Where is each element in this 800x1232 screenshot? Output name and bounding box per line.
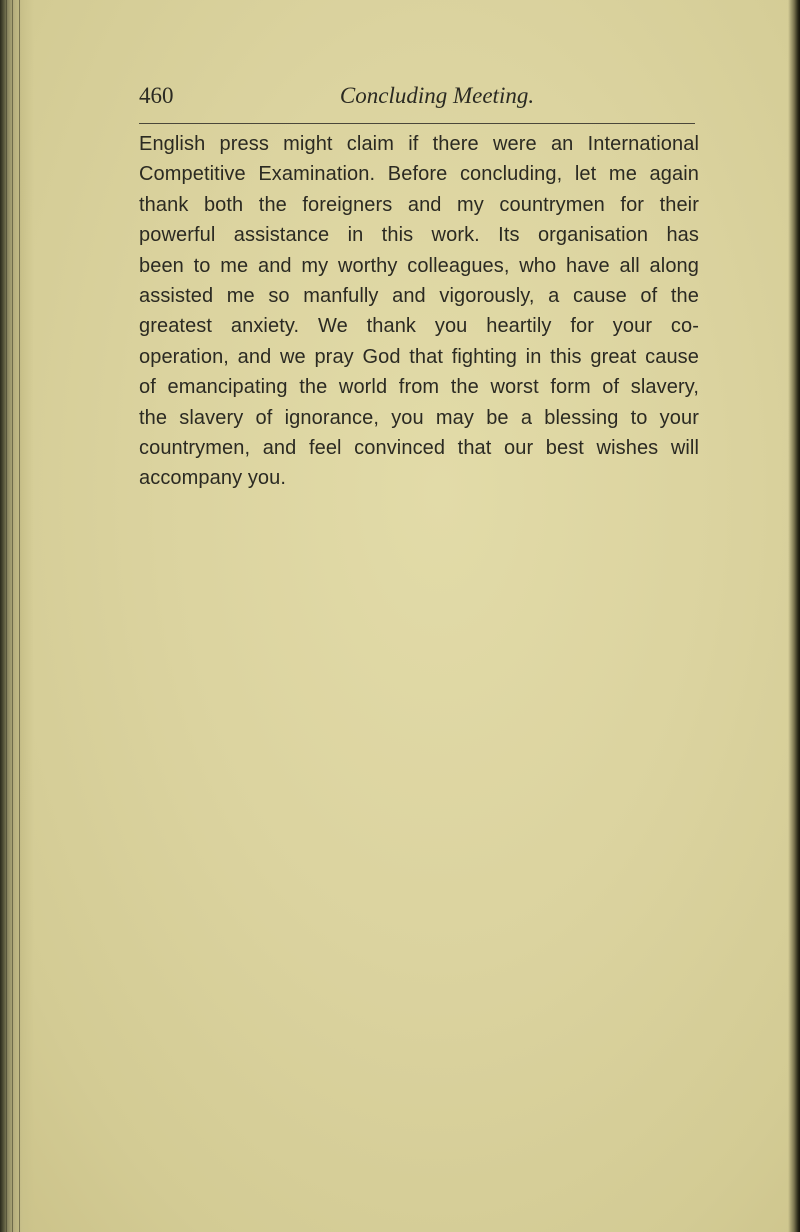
text-line: powerful assistance in this work. Its organisation has	[139, 224, 699, 247]
text-line: countrymen, and feel convinced that our best wishes will	[139, 437, 699, 460]
text-line: of emancipating the world from the worst form of slavery,	[139, 376, 699, 399]
text-line: accompany you.	[139, 467, 287, 490]
gutter-line	[6, 0, 7, 1232]
text-line: Competitive Examination. Before concluding, let me again	[139, 163, 699, 186]
binding-gutter	[0, 0, 34, 1232]
running-head-title: Concluding Meeting.	[339, 83, 535, 108]
text-line: thank both the foreigners and my countrymen for their	[139, 193, 699, 216]
text-line: assisted me so manfully and vigorously, a cause of the	[139, 285, 699, 308]
text-line: been to me and my worthy colleagues, who have all along	[139, 254, 699, 277]
text-line: the slavery of ignorance, you may be a blessing to your	[139, 406, 699, 429]
page-right-edge	[788, 0, 800, 1232]
text-line: operation, and we pray God that fighting in this great cause	[139, 345, 699, 368]
running-head	[139, 80, 695, 120]
gutter-line	[19, 0, 20, 1232]
text-line: greatest anxiety. We thank you heartily for your co-	[139, 315, 699, 338]
header-rule	[139, 123, 695, 124]
gutter-line	[12, 0, 13, 1232]
text-line: English press might claim if there were an International	[139, 133, 699, 155]
body-paragraph	[139, 129, 699, 494]
page-number: 460	[139, 83, 174, 108]
